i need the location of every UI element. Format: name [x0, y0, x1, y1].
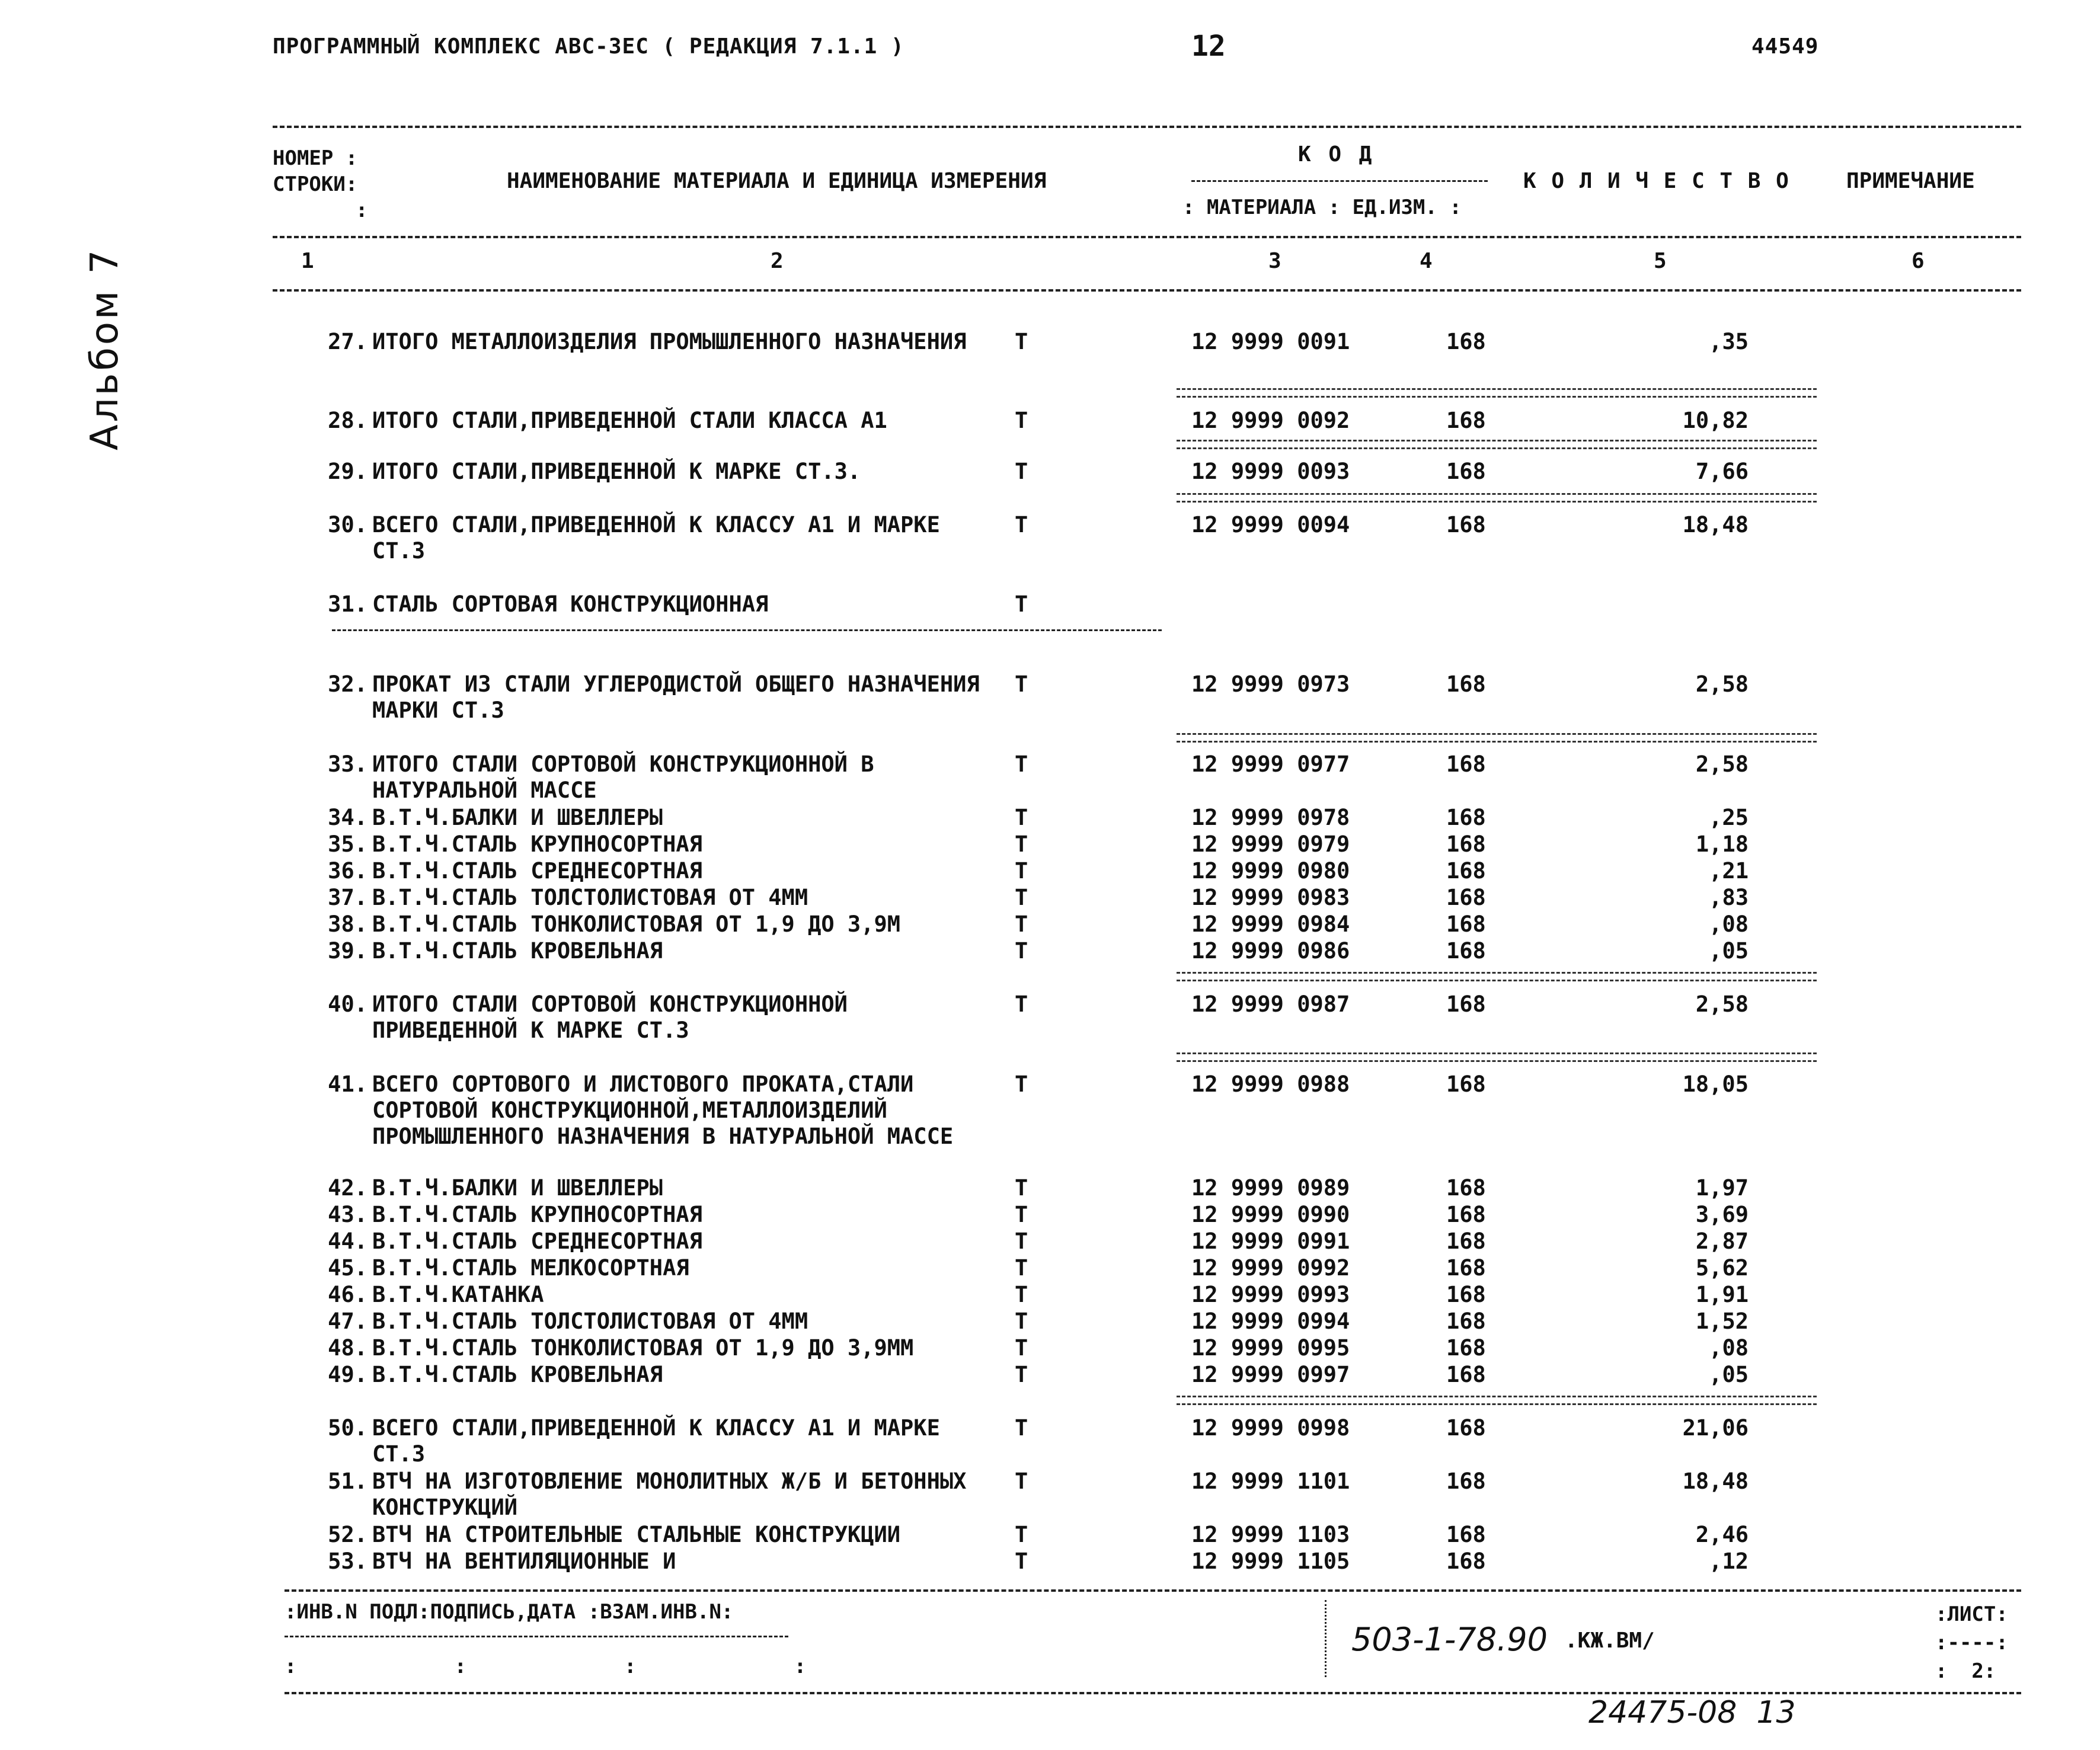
header-mid-rule: [273, 236, 2021, 238]
sheet-box: [1935, 1600, 2008, 1685]
footer-top-rule: [285, 1589, 2021, 1592]
section-rule: [332, 629, 1162, 631]
sheet-label: :ЛИСТ:: [1935, 1602, 2008, 1626]
header-bottom-rule: [273, 289, 2021, 292]
album-label: Альбом 7: [83, 247, 127, 450]
row-number-header: НОМЕР : СТРОКИ: :: [273, 146, 368, 222]
sheet-separator: :----:: [1935, 1631, 2008, 1655]
name-column-header: НАИМЕНОВАНИЕ МАТЕРИАЛА И ЕДИНИЦА ИЗМЕРЕНИЯ: [507, 169, 1047, 193]
page-number: 12: [1191, 30, 1226, 63]
document-code-suffix: .КЖ.ВМ/: [1565, 1629, 1655, 1653]
note-column-header: ПРИМЕЧАНИЕ: [1846, 169, 1975, 193]
archive-number: 24475-08 13: [1588, 1695, 1796, 1730]
stamp-empty-cells: : : : :: [285, 1655, 807, 1678]
document-number: 44549: [1751, 34, 1819, 59]
code-subrule: [1191, 180, 1488, 182]
footer-bottom-rule: [285, 1692, 2021, 1694]
program-title: ПРОГРАММНЫЙ КОМПЛЕКС АВС-3ЕС ( РЕДАКЦИЯ 7.1.1 ): [273, 34, 904, 59]
sheet-number: : 2:: [1935, 1659, 1996, 1683]
stamp-divider: [1325, 1600, 1328, 1677]
stamp-rule: [285, 1636, 788, 1637]
code-subcolumns-header: : МАТЕРИАЛА : ЕД.ИЗМ. :: [1182, 196, 1462, 219]
header-top-rule: [273, 126, 2021, 128]
quantity-column-header: К О Л И Ч Е С Т В О: [1523, 169, 1790, 193]
code-column-header: К О Д: [1298, 142, 1375, 167]
stamp-header: :ИНВ.N ПОДЛ:ПОДПИСЬ,ДАТА :ВЗАМ.ИНВ.N:: [285, 1600, 734, 1624]
document-code: 503-1-78.90: [1351, 1621, 1548, 1658]
